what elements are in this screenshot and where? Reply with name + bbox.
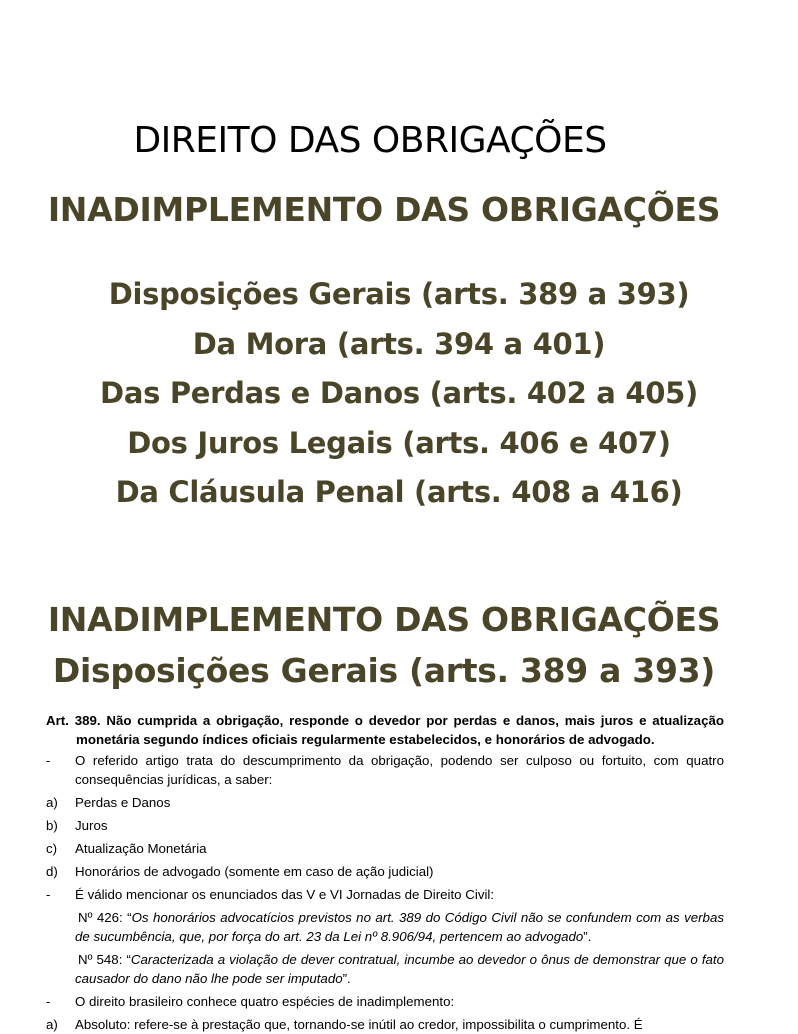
bullet-item	[46, 751, 724, 789]
list-item	[46, 793, 724, 812]
slide-1-title	[0, 120, 768, 161]
topics-list	[0, 276, 798, 524]
topic-item: Das Perdas e Danos (arts. 402 a 405)	[100, 376, 698, 410]
bullet-text: É válido mencionar os enunciados das V e VI Jornadas de Direito Civil:	[75, 887, 495, 902]
list-item	[46, 839, 724, 858]
bullet-item	[46, 992, 724, 1011]
slide-1-subtitle: INADIMPLEMENTO DAS OBRIGAÇÕES	[47, 190, 721, 229]
list-text: Atualização Monetária	[75, 841, 207, 856]
list-marker: d)	[46, 864, 58, 879]
enunciado-end: ”.	[583, 929, 592, 944]
list-marker: a)	[46, 795, 58, 810]
enunciado-text: Os honorários advocatícios previstos no art. 389 do Código Civil não se confundem com as verbas de sucumbência, que, por força do art. 23 da Lei nº 8.906/94, pertencem ao advogado	[75, 910, 724, 944]
list-item	[46, 816, 724, 835]
slide-1-title-text: DIREITO DAS OBRIGAÇÕES	[133, 120, 607, 161]
slide-2-title: INADIMPLEMENTO DAS OBRIGAÇÕES	[47, 600, 721, 639]
bullet-marker: -	[46, 753, 51, 768]
list-marker: c)	[46, 841, 58, 856]
topic-item: Da Cláusula Penal (arts. 408 a 416)	[115, 475, 683, 509]
enunciado-end: ”.	[342, 971, 351, 986]
bullet-text: O referido artigo trata do descumprimento da obrigação, podendo ser culposo ou fortuito, com quatro consequências jurídicas, a saber:	[75, 753, 724, 787]
bullet-marker: -	[46, 887, 51, 902]
bullet-marker: -	[46, 994, 51, 1009]
bullet-item	[46, 885, 724, 904]
list-text: Perdas e Danos	[75, 795, 171, 810]
enunciado-426	[46, 908, 724, 946]
bullet-text: O direito brasileiro conhece quatro espécies de inadimplemento:	[75, 994, 455, 1009]
topic-item: Dos Juros Legais (arts. 406 e 407)	[127, 425, 671, 460]
enunciado-label: Nº 548: “	[78, 952, 131, 967]
list-text: Absoluto: refere-se à prestação que, tornando-se inútil ao credor, impossibilita o cumprimento. É	[75, 1017, 643, 1032]
enunciado-548	[46, 950, 724, 988]
list-item-cut	[46, 1015, 724, 1032]
list-text: Juros	[75, 818, 108, 833]
enunciado-text: Caracterizada a violação de dever contratual, incumbe ao devedor o ônus de demonstrar que o fato causador do dano não lhe pode ser imputado	[75, 952, 725, 986]
topic-item: Da Mora (arts. 394 a 401)	[192, 326, 606, 361]
topic-item: Disposições Gerais (arts. 389 a 393)	[108, 277, 690, 311]
list-item	[46, 862, 724, 881]
slide-2-body	[46, 711, 724, 1031]
list-marker: a)	[46, 1017, 58, 1032]
article-389: Art. 389. Não cumprida a obrigação, responde o devedor por perdas e danos, mais juros e atualização monetária segundo índices oficiais regularmente estabelecidos, e honorários de advogado.	[46, 713, 724, 747]
slide-2	[0, 575, 768, 1032]
slide-2-subtitle: Disposições Gerais (arts. 389 a 393)	[52, 651, 716, 690]
list-marker: b)	[46, 818, 58, 833]
enunciado-label: Nº 426: “	[78, 910, 132, 925]
list-text: Honorários de advogado (somente em caso de ação judicial)	[75, 864, 434, 879]
